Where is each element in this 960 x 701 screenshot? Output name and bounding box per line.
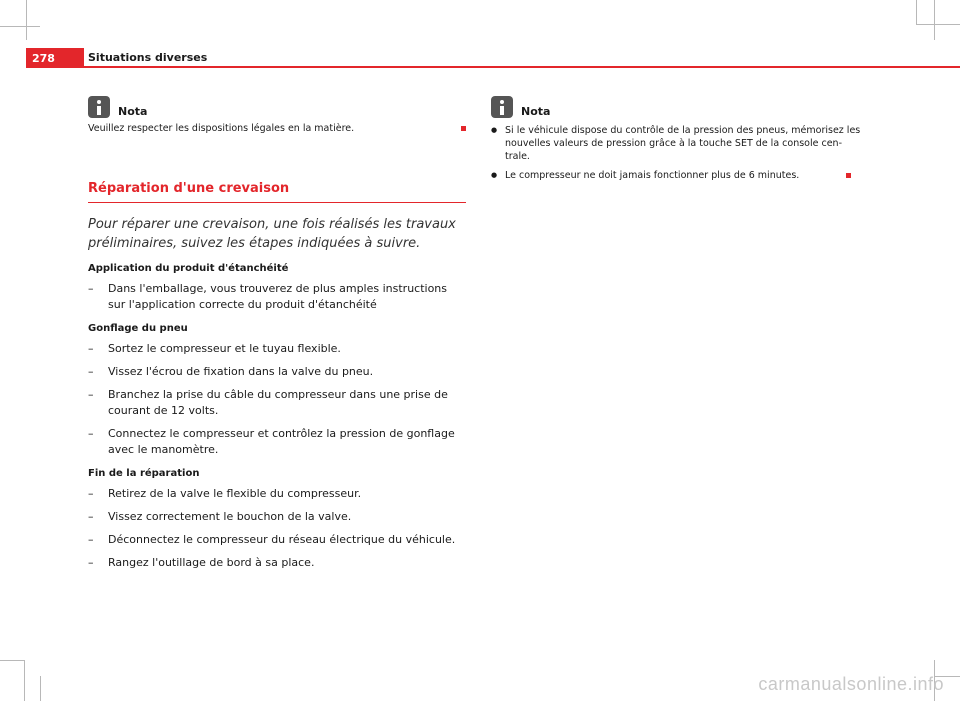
right-note-header [491, 96, 861, 118]
left-column [88, 96, 466, 571]
group-heading: Fin de la réparation [88, 468, 200, 479]
crop-mark [40, 676, 41, 701]
list-item [88, 341, 466, 357]
list-item [88, 281, 466, 313]
dash-marker: – [88, 510, 94, 523]
list-item-text: Branchez la prise du câble du compresseur dans une prise de courant de 12 volts. [108, 388, 448, 417]
list-item-text: Déconnectez le compresseur du réseau électrique du véhicule. [108, 533, 456, 546]
end-mark-icon [846, 173, 851, 178]
crop-mark [26, 0, 27, 40]
left-note-text: Veuillez respecter les dispositions légales en la matière. [88, 123, 355, 134]
end-mark-icon [461, 126, 466, 131]
list-item-text: Dans l'emballage, vous trouverez de plus amples instructions sur l'application correcte du produit d'étanchéité [108, 282, 448, 311]
header-section-title: Situations diverses [88, 51, 208, 64]
info-icon [491, 96, 513, 118]
bullet-marker: ● [491, 126, 498, 134]
dash-marker: – [88, 282, 94, 295]
dash-marker: – [88, 556, 94, 569]
left-note-header [88, 96, 466, 118]
crop-mark [916, 0, 917, 24]
note-bullet-text: Si le véhicule dispose du contrôle de la pression des pneus, mémorisez les nouvelles valeurs de pression grâce à la touche SET de la console cen-trale. [505, 125, 861, 162]
list-item-text: Connectez le compresseur et contrôlez la pression de gonflage avec le manomètre. [108, 427, 455, 456]
crop-mark [934, 0, 935, 40]
list-item [88, 364, 466, 380]
left-note-text-row [88, 122, 466, 135]
crop-mark [916, 24, 960, 25]
list-item-text: Rangez l'outillage de bord à sa place. [108, 556, 315, 569]
list-item [88, 426, 466, 458]
group-heading: Gonflage du pneu [88, 323, 188, 334]
page-number: 278 [26, 48, 84, 68]
note-bullet [491, 169, 861, 182]
dash-marker: – [88, 427, 94, 440]
list-item [88, 387, 466, 419]
section-title: Réparation d'une crevaison [88, 181, 290, 196]
left-note-label: Nota [118, 104, 148, 118]
list-item [88, 532, 466, 548]
dash-marker: – [88, 487, 94, 500]
watermark-text: carmanualsonline.info [758, 674, 944, 694]
note-bullet [491, 124, 861, 163]
right-column [491, 96, 861, 182]
header-rule [84, 66, 960, 68]
crop-mark [24, 660, 25, 701]
list-item-text: Sortez le compresseur et le tuyau flexible. [108, 342, 341, 355]
list-item [88, 555, 466, 571]
dash-marker: – [88, 533, 94, 546]
list-item-text: Vissez correctement le bouchon de la valve. [108, 510, 352, 523]
bullet-marker: ● [491, 171, 498, 179]
dash-marker: – [88, 365, 94, 378]
right-note-label: Nota [521, 104, 551, 118]
dash-marker: – [88, 342, 94, 355]
crop-mark [0, 660, 24, 661]
dash-marker: – [88, 388, 94, 401]
list-item-text: Retirez de la valve le flexible du compresseur. [108, 487, 362, 500]
crop-mark [0, 26, 40, 27]
list-item-text: Vissez l'écrou de fixation dans la valve du pneu. [108, 365, 374, 378]
section-underline [88, 202, 466, 203]
section-lead: Pour réparer une crevaison, une fois réalisés les travaux préliminaires, suivez les étapes indiquées à suivre. [88, 217, 456, 251]
note-bullet-text: Le compresseur ne doit jamais fonctionner plus de 6 minutes. [505, 170, 800, 181]
list-item [88, 486, 466, 502]
group-heading: Application du produit d'étanchéité [88, 263, 289, 274]
list-item [88, 509, 466, 525]
info-icon [88, 96, 110, 118]
